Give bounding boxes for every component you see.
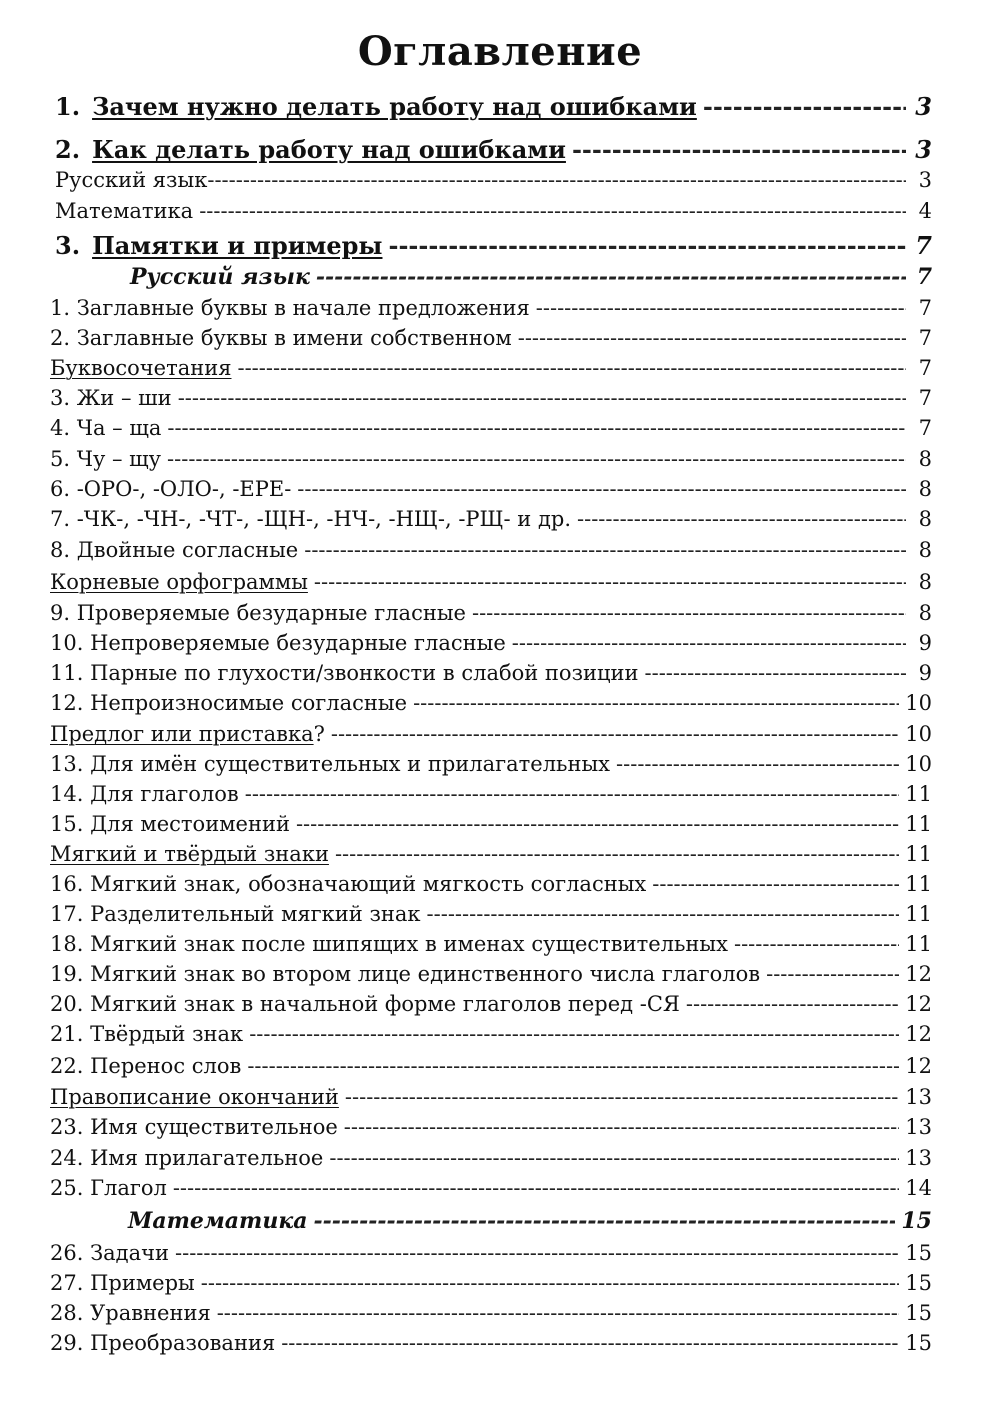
toc-subsection[interactable] [0,356,1000,386]
toc-item[interactable] [0,416,1000,446]
toc-label: 13. Для имён существительных и прилагательных [50,752,611,776]
toc-item[interactable] [0,691,1000,721]
leader-dots [703,92,906,121]
toc-label: Буквосочетания [50,356,232,380]
toc-page: 11 [905,782,932,806]
toc-item[interactable] [0,326,1000,356]
toc-page: 7 [915,231,932,260]
toc-item[interactable] [0,752,1000,782]
toc-item[interactable] [0,1115,1000,1145]
toc-item[interactable] [0,507,1000,537]
toc-page: 7 [918,416,932,440]
leader-dots [512,631,906,655]
toc-item[interactable] [0,932,1000,962]
leader-dots [388,231,906,260]
toc-page: 15 [905,1331,932,1355]
toc-label: Зачем нужно делать работу над ошибками [92,92,697,121]
toc-item[interactable] [0,631,1000,661]
toc-label: 24. Имя прилагательное [50,1146,324,1170]
leader-dots [237,356,906,380]
leader-dots [652,872,899,896]
leader-dots [207,168,906,192]
toc-page: 15 [905,1271,932,1295]
leader-dots [313,1208,895,1234]
toc-item[interactable] [0,1271,1000,1301]
toc-item[interactable] [0,1176,1000,1206]
toc-subsection[interactable] [0,842,1000,872]
toc-page: 4 [918,199,932,223]
leader-dots [296,812,899,836]
leader-dots [536,296,906,320]
page-title: Оглавление [357,28,643,75]
toc-page: 7 [916,264,932,290]
leader-dots [217,1301,900,1325]
toc-label: Русский язык [55,168,208,192]
leader-dots [472,601,906,625]
toc-page: 10 [905,722,932,746]
toc-page: 8 [918,601,932,625]
toc-label: 18. Мягкий знак после шипящих в именах существительных [50,932,728,956]
toc-item[interactable] [0,1241,1000,1271]
leader-dots [616,752,899,776]
leader-dots [178,386,906,410]
leader-dots [314,570,906,594]
toc-label: Как делать работу над ошибками [92,135,566,164]
toc-page: 13 [905,1146,932,1170]
toc-label: 25. Глагол [50,1176,167,1200]
toc-label: 10. Непроверяемые безударные гласные [50,631,506,655]
toc-page: 15 [905,1241,932,1265]
toc-number: 2. [55,135,81,164]
leader-dots [281,1331,899,1355]
leader-dots [427,902,900,926]
toc-entry-russian[interactable] [0,168,1000,198]
toc-subsection[interactable] [0,570,1000,600]
toc-label: Корневые орфограммы [50,570,308,594]
toc-label: 2. Заглавные буквы в имени собственном [50,326,512,350]
toc-page: 9 [918,631,932,655]
toc-section-russian[interactable] [0,264,1000,294]
toc-item[interactable] [0,1054,1000,1084]
toc-label: 11. Парные по глухости/звонкости в слабой позиции [50,661,639,685]
toc-item[interactable] [0,1301,1000,1331]
toc-item[interactable] [0,812,1000,842]
toc-label: 8. Двойные согласные [50,538,299,562]
toc-number: 1. [55,92,81,121]
toc-label: 21. Твёрдый знак [50,1022,244,1046]
toc-label: Русский язык [130,264,310,290]
toc-page: 9 [918,661,932,685]
leader-dots [297,477,906,501]
leader-dots [345,1085,899,1109]
leader-dots [335,842,899,866]
toc-page: 3 [915,92,932,121]
toc-page: 10 [905,752,932,776]
toc-label: 4. Ча – ща [50,416,162,440]
toc-label: 20. Мягкий знак в начальной форме глаголов перед -СЯ [50,992,680,1016]
leader-dots [518,326,906,350]
toc-page: 8 [918,447,932,471]
toc-label: 16. Мягкий знак, обозначающий мягкость согласных [50,872,647,896]
leader-dots [199,199,906,223]
toc-page: 10 [905,691,932,715]
toc-page: 12 [905,992,932,1016]
toc-label: Предлог или приставка [50,722,314,746]
toc-item[interactable] [0,601,1000,631]
toc-label: 22. Перенос слов [50,1054,242,1078]
toc-item[interactable] [0,538,1000,568]
leader-dots [245,782,900,806]
leader-dots [304,538,906,562]
toc-page: 7 [918,296,932,320]
toc-label: 27. Примеры [50,1271,195,1295]
toc-item[interactable] [0,902,1000,932]
toc-page: 8 [918,538,932,562]
toc-page: 8 [918,570,932,594]
toc-page: 11 [905,872,932,896]
toc-label: Памятки и примеры [92,231,383,260]
toc-subsection[interactable] [0,722,1000,752]
toc-item[interactable] [0,1022,1000,1052]
toc-label: 12. Непроизносимые согласные [50,691,408,715]
toc-page: 13 [905,1115,932,1139]
toc-item[interactable] [0,1331,1000,1361]
toc-page: 12 [905,962,932,986]
leader-dots [249,1022,899,1046]
toc-label: 3. Жи – ши [50,386,172,410]
toc-page: 3 [915,135,932,164]
leader-dots [316,264,906,290]
toc-entry-math[interactable] [0,199,1000,229]
toc-label: 17. Разделительный мягкий знак [50,902,421,926]
toc-number: 3. [55,231,81,260]
toc-page: 14 [905,1176,932,1200]
toc-entry-2[interactable] [0,135,1000,165]
toc-item[interactable] [0,386,1000,416]
toc-label: Мягкий и твёрдый знаки [50,842,329,866]
toc-page: 8 [918,477,932,501]
leader-dots [173,1176,899,1200]
leader-dots [329,1146,899,1170]
toc-item[interactable] [0,661,1000,691]
toc-item[interactable] [0,477,1000,507]
toc-page: 12 [905,1054,932,1078]
leader-dots [577,507,906,531]
toc-label: 19. Мягкий знак во втором лице единственного числа глаголов [50,962,761,986]
toc-item[interactable] [0,1146,1000,1176]
leader-dots [413,691,899,715]
toc-page: 11 [905,842,932,866]
leader-dots [734,932,899,956]
toc-label-suffix: ? [313,722,325,746]
toc-item[interactable] [0,992,1000,1022]
toc-item[interactable] [0,296,1000,326]
leader-dots [331,722,899,746]
leader-dots [344,1115,899,1139]
toc-label: Математика [55,199,194,223]
leader-dots [645,661,906,685]
toc-label: 26. Задачи [50,1241,170,1265]
leader-dots [766,962,899,986]
toc-label: 28. Уравнения [50,1301,211,1325]
toc-page: 8 [918,507,932,531]
toc-page: 11 [905,812,932,836]
leader-dots [572,135,906,164]
toc-item[interactable] [0,782,1000,812]
toc-entry-3[interactable] [0,231,1000,261]
toc-label: 23. Имя существительное [50,1115,338,1139]
toc-section-math[interactable] [0,1208,1000,1238]
toc-label: 29. Преобразования [50,1331,276,1355]
toc-page: 11 [905,902,932,926]
toc-page: 15 [901,1208,932,1234]
toc-page: 7 [918,356,932,380]
leader-dots [175,1241,899,1265]
toc-label: 6. -ОРО-, -ОЛО-, -ЕРЕ- [50,477,292,501]
leader-dots [247,1054,899,1078]
toc-label: 1. Заглавные буквы в начале предложения [50,296,530,320]
toc-item[interactable] [0,962,1000,992]
toc-entry-1[interactable] [0,92,1000,122]
leader-dots [201,1271,900,1295]
toc-label: 5. Чу – щу [50,447,162,471]
toc-label: 14. Для глаголов [50,782,239,806]
toc-page: 12 [905,1022,932,1046]
toc-page: 11 [905,932,932,956]
toc-label: 9. Проверяемые безударные гласные [50,601,466,625]
toc-page: 15 [905,1301,932,1325]
leader-dots [167,447,906,471]
leader-dots [686,992,899,1016]
toc-page: 7 [918,326,932,350]
toc-item[interactable] [0,872,1000,902]
toc-item[interactable] [0,447,1000,477]
toc-page: 13 [905,1085,932,1109]
leader-dots [167,416,906,440]
toc-page: 3 [918,168,932,192]
toc-label: 7. -ЧК-, -ЧН-, -ЧТ-, -ЩН-, -НЧ-, -НЩ-, -РЩ- и др. [50,507,572,531]
toc-label: Правописание окончаний [50,1085,339,1109]
toc-label: Математика [128,1208,308,1234]
toc-subsection[interactable] [0,1085,1000,1115]
toc-label: 15. Для местоимений [50,812,290,836]
toc-page: 7 [918,386,932,410]
